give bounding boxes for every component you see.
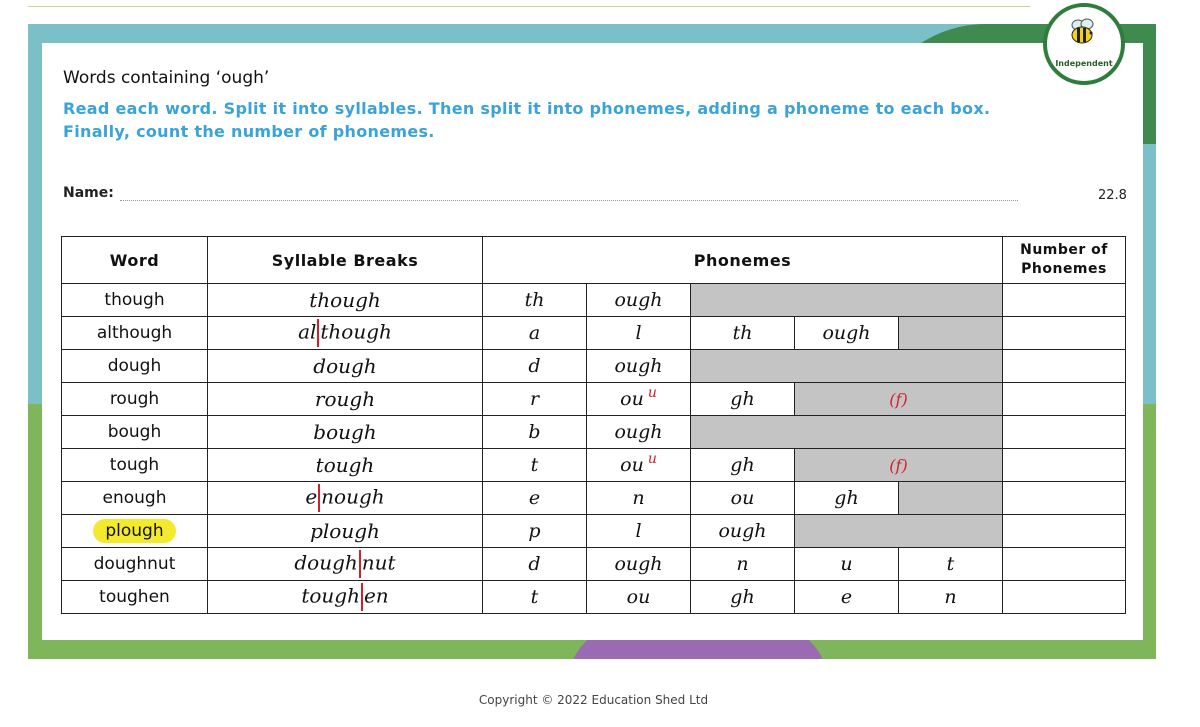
shaded-cell	[691, 284, 1003, 317]
phoneme-cell[interactable]: gh	[691, 581, 795, 614]
header-count-line-2: Phonemes	[1021, 261, 1107, 277]
header-count-line-1: Number of	[1020, 242, 1108, 258]
table-row	[62, 581, 1126, 614]
table-row	[62, 416, 1126, 449]
phoneme-cell[interactable]	[587, 383, 691, 416]
syllable-cell[interactable]	[208, 284, 483, 317]
count-cell[interactable]	[1003, 284, 1126, 317]
header-syllables: Syllable Breaks	[208, 237, 483, 284]
table-row	[62, 284, 1126, 317]
syllable-break-mark	[359, 550, 361, 578]
syllable-break-mark	[318, 484, 320, 512]
count-cell[interactable]	[1003, 581, 1126, 614]
word-cell: though	[62, 284, 208, 317]
syllable-part: dough	[313, 354, 377, 378]
phoneme-cell[interactable]: b	[483, 416, 587, 449]
count-cell[interactable]	[1003, 482, 1126, 515]
instructions	[63, 97, 1043, 143]
syllable-cell[interactable]	[208, 383, 483, 416]
syllable-part: tough	[315, 453, 375, 477]
syllable-break-mark	[361, 583, 363, 611]
count-cell[interactable]	[1003, 416, 1126, 449]
phoneme-cell[interactable]: n	[691, 548, 795, 581]
word-cell: tough	[62, 449, 208, 482]
phoneme-cell[interactable]: n	[587, 482, 691, 515]
shaded-cell	[795, 515, 1003, 548]
syllable-part: nut	[361, 550, 396, 575]
phoneme-cell[interactable]: e	[483, 482, 587, 515]
phoneme-cell[interactable]: th	[691, 317, 795, 350]
syllable-cell[interactable]	[208, 581, 483, 614]
count-cell[interactable]	[1003, 317, 1126, 350]
badge-label: Independent	[1055, 59, 1113, 68]
phoneme-cell[interactable]: d	[483, 548, 587, 581]
phoneme-cell[interactable]: l	[587, 515, 691, 548]
phoneme-table	[61, 236, 1126, 614]
phoneme-cell[interactable]: ou	[587, 581, 691, 614]
phoneme-cell[interactable]: l	[587, 317, 691, 350]
name-line[interactable]	[120, 200, 1018, 201]
table-row	[62, 482, 1126, 515]
count-cell[interactable]	[1003, 383, 1126, 416]
syllable-cell[interactable]	[208, 515, 483, 548]
syllable-cell[interactable]	[208, 416, 483, 449]
shaded-cell	[899, 317, 1003, 350]
syllable-part: tough	[301, 583, 360, 608]
phoneme-cell[interactable]: t	[899, 548, 1003, 581]
table-row	[62, 317, 1126, 350]
word-cell: dough	[62, 350, 208, 383]
phoneme-cell[interactable]: a	[483, 317, 587, 350]
header-word: Word	[62, 237, 208, 284]
phoneme-cell[interactable]: ough	[587, 548, 691, 581]
phoneme-cell[interactable]: th	[483, 284, 587, 317]
phoneme-cell[interactable]: gh	[691, 449, 795, 482]
shaded-cell	[899, 482, 1003, 515]
syllable-cell[interactable]	[208, 317, 483, 350]
phoneme-text: ou	[620, 454, 644, 476]
phoneme-cell[interactable]: u	[795, 548, 899, 581]
phoneme-cell[interactable]: ough	[691, 515, 795, 548]
count-cell[interactable]	[1003, 449, 1126, 482]
phoneme-cell[interactable]: e	[795, 581, 899, 614]
phoneme-cell[interactable]: r	[483, 383, 587, 416]
phoneme-cell[interactable]: n	[899, 581, 1003, 614]
syllable-cell[interactable]	[208, 449, 483, 482]
instructions-line-2: Finally, count the number of phonemes.	[63, 122, 435, 141]
word-cell: toughen	[62, 581, 208, 614]
word-cell: although	[62, 317, 208, 350]
syllable-part: though	[320, 319, 392, 344]
syllable-part: e	[305, 484, 318, 509]
worksheet-title: Words containing ‘ough’	[63, 68, 270, 88]
syllable-part: nough	[321, 484, 385, 509]
syllable-cell[interactable]	[208, 350, 483, 383]
header-count	[1003, 237, 1126, 284]
table-row	[62, 515, 1126, 548]
phoneme-cell[interactable]	[587, 449, 691, 482]
syllable-part: though	[309, 288, 381, 312]
syllable-cell[interactable]	[208, 548, 483, 581]
shaded-cell	[691, 350, 1003, 383]
phoneme-cell[interactable]: gh	[795, 482, 899, 515]
phoneme-cell[interactable]: d	[483, 350, 587, 383]
phoneme-cell[interactable]: gh	[691, 383, 795, 416]
table-row	[62, 383, 1126, 416]
syllable-part: rough	[314, 387, 376, 411]
shaded-cell	[691, 416, 1003, 449]
syllable-part: plough	[310, 519, 380, 543]
sound-note: u	[647, 385, 657, 401]
header-phonemes: Phonemes	[483, 237, 1003, 284]
sound-note: (f)	[889, 389, 908, 409]
word-cell	[62, 515, 208, 548]
table-row	[62, 350, 1126, 383]
phoneme-cell[interactable]: t	[483, 449, 587, 482]
word-cell: rough	[62, 383, 208, 416]
shaded-cell	[795, 383, 1003, 416]
phoneme-cell[interactable]: ough	[587, 350, 691, 383]
phoneme-cell[interactable]: ou	[691, 482, 795, 515]
phoneme-cell[interactable]: t	[483, 581, 587, 614]
copyright: Copyright © 2022 Education Shed Ltd	[478, 693, 709, 707]
phoneme-cell[interactable]: ough	[587, 284, 691, 317]
syllable-part: al	[298, 319, 317, 344]
highlighted-word: plough	[93, 519, 175, 543]
reference-number: 22.8	[1098, 188, 1127, 203]
sound-note: (f)	[889, 455, 908, 475]
name-label: Name:	[63, 185, 114, 201]
count-cell[interactable]	[1003, 548, 1126, 581]
syllable-cell[interactable]	[208, 482, 483, 515]
instructions-line-1: Read each word. Split it into syllables. Then split it into phonemes, adding a phoneme to each box.	[63, 99, 991, 118]
header-row	[62, 237, 1126, 284]
syllable-part: bough	[313, 420, 377, 444]
phoneme-cell[interactable]: ough	[587, 416, 691, 449]
syllable-part: dough	[294, 550, 358, 575]
word-cell: doughnut	[62, 548, 208, 581]
word-cell: bough	[62, 416, 208, 449]
bee-icon	[1068, 17, 1098, 47]
top-rule	[28, 6, 1030, 7]
syllable-part: en	[363, 583, 389, 608]
table-row	[62, 548, 1126, 581]
shaded-cell	[795, 449, 1003, 482]
count-cell[interactable]	[1003, 515, 1126, 548]
phoneme-cell[interactable]: ough	[795, 317, 899, 350]
phoneme-text: ou	[620, 388, 644, 410]
word-cell: enough	[62, 482, 208, 515]
count-cell[interactable]	[1003, 350, 1126, 383]
table-row	[62, 449, 1126, 482]
sound-note: u	[647, 451, 657, 467]
phoneme-cell[interactable]: p	[483, 515, 587, 548]
independent-badge	[1043, 3, 1125, 85]
